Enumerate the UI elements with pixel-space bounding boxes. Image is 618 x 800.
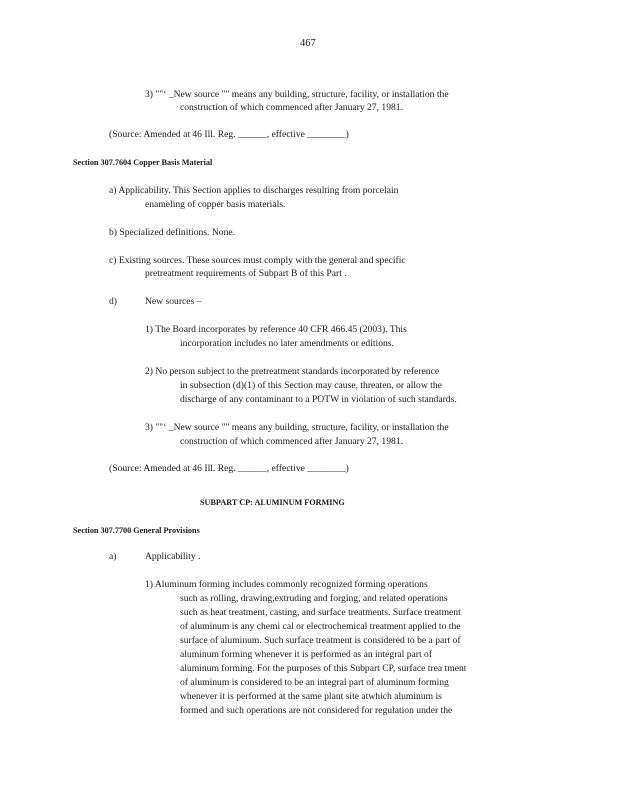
text-line: whenever it is performed at the same plant site atwhich aluminum is (180, 691, 442, 702)
section-heading: Section 307.7604 Copper Basis Material (73, 158, 213, 167)
text-line: in subsection (d)(1) of this Section may cause, threaten, or allow the (180, 380, 442, 391)
text-line: 2) No person subject to the pretreatment standards incorporated by reference (145, 366, 440, 377)
page-number: 467 (300, 38, 316, 49)
text-line: pretreatment requirements of Subpart B of this Part . (145, 268, 347, 279)
text-line: such as rolling, drawing,extruding and forging, and related operations (180, 593, 448, 604)
list-marker: a) (109, 551, 117, 562)
text-line: formed and such operations are not considered for regulation under the (180, 705, 453, 716)
text-line: Applicability . (145, 551, 201, 562)
text-line: incorporation includes no later amendments or editions. (180, 338, 394, 349)
text-line: of aluminum is considered to be an integral part of aluminum forming (180, 677, 449, 688)
text-line: c) Existing sources. These sources must comply with the general and specific (109, 255, 406, 266)
text-line: 1) The Board incorporates by reference 40 CFR 466.45 (2003). This (145, 324, 407, 335)
text-line: such as heat treatment, casting, and surface treatments. Surface treatment (180, 607, 461, 618)
text-line: New sources – (145, 296, 202, 307)
text-line: 3) ""‘ _New source "" means any building, structure, facility, or installation the (145, 89, 449, 100)
section-heading: Section 307.7700 General Provisions (73, 526, 200, 535)
text-line: 1) Aluminum forming includes commonly recognized forming operations (145, 579, 428, 590)
text-line: surface of aluminum. Such surface treatment is considered to be a part of (180, 635, 461, 646)
subpart-heading: SUBPART CP: ALUMINUM FORMING (200, 498, 345, 507)
source-note: (Source: Amended at 46 Ill. Reg. ______, effective ________) (109, 463, 349, 474)
text-line: aluminum forming whenever it is performed as an integral part of (180, 649, 433, 660)
list-marker: d) (109, 296, 117, 307)
source-note: (Source: Amended at 46 Ill. Reg. ______, effective ________) (109, 129, 349, 140)
text-line: enameling of copper basis materials. (145, 199, 286, 210)
text-line: construction of which commenced after January 27, 1981. (180, 436, 403, 447)
text-line: b) Specialized definitions. None. (109, 227, 236, 238)
text-line: 3) ""‘ _New source "" means any building, structure, facility, or installation the (145, 422, 449, 433)
text-line: construction of which commenced after January 27, 1981. (180, 102, 403, 113)
text-line: a) Applicability. This Section applies to discharges resulting from porcelain (109, 185, 399, 196)
text-line: aluminum forming. For the purposes of this Subpart CP, surface trea tment (180, 663, 467, 674)
text-line: of aluminum is any chemi cal or electrochemical treatment applied to the (180, 621, 461, 632)
text-line: discharge of any contaminant to a POTW in violation of such standards. (180, 394, 457, 405)
